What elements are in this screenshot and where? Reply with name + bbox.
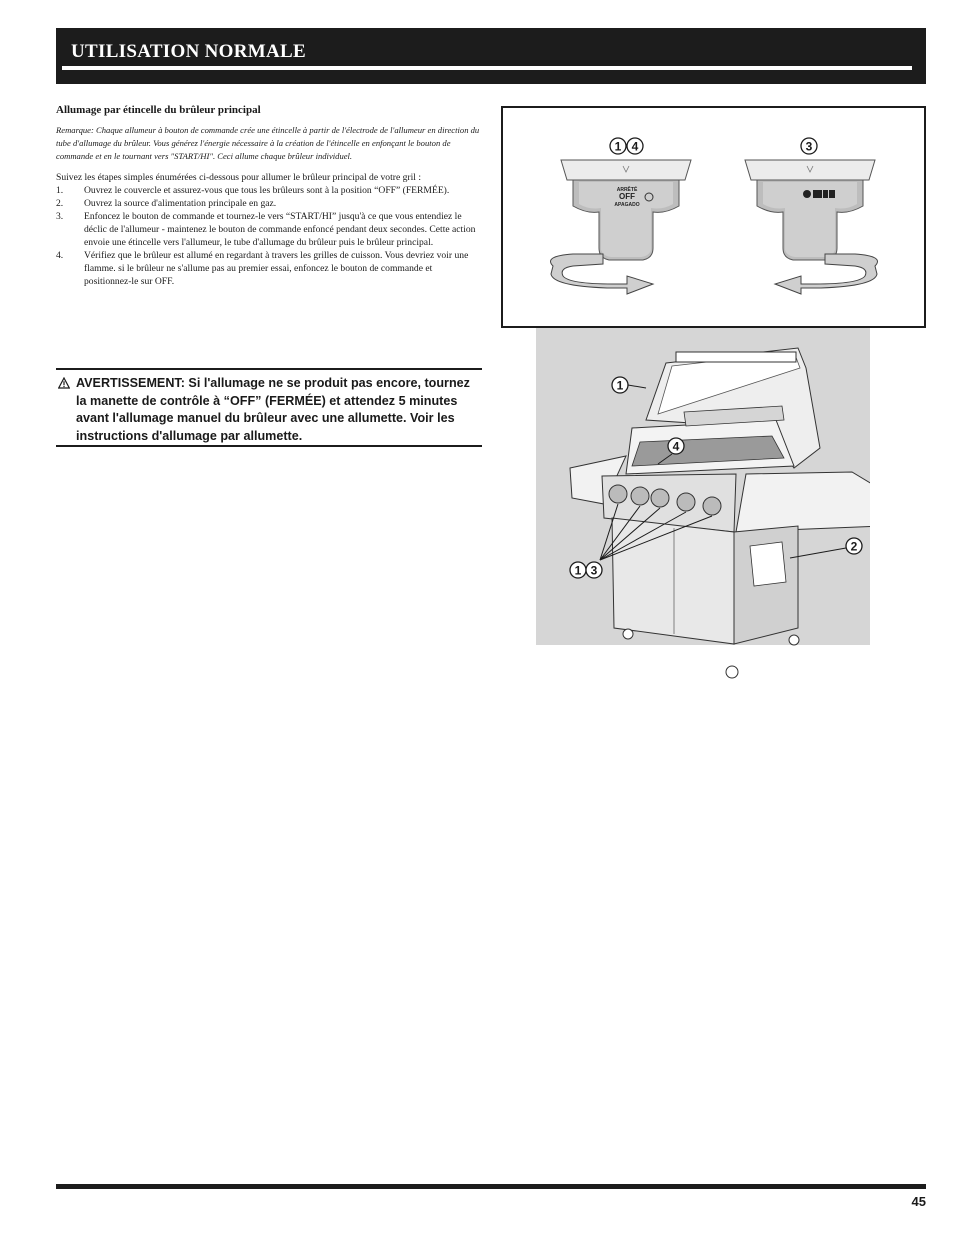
callout-gas-supply <box>790 538 862 558</box>
knob-illustration <box>503 108 924 326</box>
step-item: 2. Ouvrez la source d'alimentation principale en gaz. <box>56 198 277 209</box>
knob-off-drawing <box>561 160 691 260</box>
steps-list <box>56 184 482 288</box>
subsection-title: Allumage par étincelle du brûleur principal <box>56 104 261 116</box>
grill-illustration <box>536 328 870 688</box>
footer-rule <box>56 1184 926 1189</box>
rotate-left-arrow-icon <box>775 254 878 294</box>
remark-paragraph: Remarque: Chaque allumeur à bouton de commande crée une étincelle à partir de l'électrode de l'allumeur en direction du tube d'allumage du brûleur. Vous générez l'énergie nécessaire à la création de l'étincelle en enfonçant le bouton de commande et en le tournant vers "START/HI". Ceci allume chaque brûleur individuel. <box>56 125 480 161</box>
header-underline <box>62 66 912 70</box>
grill-cart-drawing <box>612 518 799 678</box>
intro-paragraph: Suivez les étapes simples énumérées ci-dessous pour allumer le brûleur principal de votre gril : <box>56 172 421 183</box>
callout-label: 1 <box>574 563 582 578</box>
callout-label: 1 <box>614 139 622 154</box>
instructions-column <box>56 104 482 288</box>
callout-left-group <box>610 138 643 154</box>
step-item: 4. Vérifiez que le brûleur est allumé en regardant à travers les grilles de cuisson. Vous devriez voir une flamme. si le brûleur ne s'allume pas au premier essai, enfoncez le bouton de commande et positionnez-le sur OFF. <box>56 250 469 287</box>
callout-label: 1 <box>616 378 624 393</box>
page-number: 45 <box>911 1194 926 1209</box>
section-header-title: UTILISATION NORMALE <box>71 41 306 62</box>
grill-figure <box>536 328 870 645</box>
knob-start-drawing <box>745 160 875 260</box>
step-item: 1. Ouvrez le couvercle et assurez-vous que tous les brûleurs sont à la position “OFF” (FERMÉE). <box>56 185 450 196</box>
callout-label: 3 <box>805 139 813 154</box>
callout-label: 4 <box>672 439 680 454</box>
warning-triangle-icon <box>58 377 70 389</box>
knob-label-off: OFF <box>619 192 635 201</box>
warning-text: AVERTISSEMENT: Si l'allumage ne se produit pas encore, tournez la manette de contrôle à “OFF” (FERMÉE) et attendez 5 minutes avant l'allumage manuel du brûleur avec une allumette. Voir les instructions d'allumage par allumette. <box>76 376 470 443</box>
section-header-bar <box>56 28 926 84</box>
callout-right-group <box>801 138 817 154</box>
knob-figure <box>501 106 926 328</box>
step-item: 3. Enfoncez le bouton de commande et tournez-le vers “START/HI” jusqu'à ce que vous entendiez le déclic de l'allumeur - maintenez le bouton de commande enfoncé pendant deux secondes. Cette action envoie une étincelle vers l'allumeur, le tube d'allumage du brûleur puis le brûleur principal. <box>56 211 476 248</box>
warning-box <box>56 368 482 447</box>
callout-label: 2 <box>850 539 858 554</box>
callout-label: 3 <box>590 563 598 578</box>
knob-label-arrete: ARRÊTÉ <box>616 187 638 193</box>
callout-label: 4 <box>631 139 639 154</box>
callout-lid <box>612 377 646 393</box>
knob-label-apagado: APAGADO <box>614 202 640 208</box>
